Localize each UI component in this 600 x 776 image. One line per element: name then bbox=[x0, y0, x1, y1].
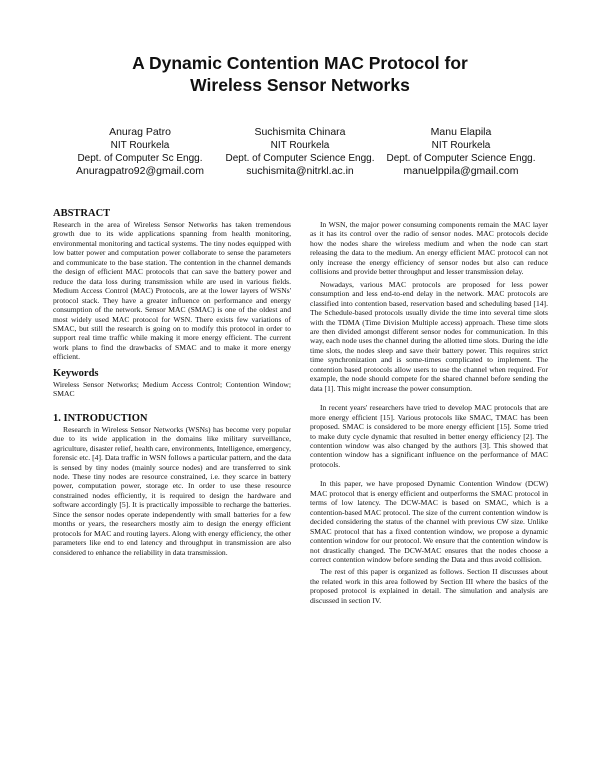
author-dept: Dept. of Computer Science Engg. bbox=[386, 153, 536, 164]
author-affiliation: NIT Rourkela bbox=[431, 140, 491, 151]
introduction-heading: 1. INTRODUCTION bbox=[53, 412, 148, 424]
introduction-text: Research in Wireless Sensor Networks (WSNs) has become very popular due to its wide application in the domains like military surveillance, agriculture, disaster relief, health care, environments, Intelligence, emergency, forensic etc. [4]. Data traffic in WSN follows a particular pattern, and the data is sensed by tiny nodes (mainly source nodes) and are transferred to sink node. These tiny nodes are resource constrained, i.e. they scarce in battery power, computation power, storage etc. In order to use these resource constrained nodes efficiently, it is required to design the hardware and software accordingly [5]. It is practically impossible to recharge the batteries. Since the sensor nodes operate independently with small batteries for a few months or years, the researchers mostly aim to design the energy efficient protocols for MAC and routing layers. Along with energy efficiency, the other parameters like end to end latency and throughput in transmission are also considered to enhance the reliability in data transmission. bbox=[53, 424, 291, 557]
paper-title bbox=[0, 52, 600, 96]
author-email: suchismita@nitrkl.ac.in bbox=[246, 165, 354, 177]
author-email: Anuragpatro92@gmail.com bbox=[76, 165, 204, 177]
author-name: Anurag Patro bbox=[109, 126, 171, 138]
author-block-3 bbox=[366, 126, 556, 178]
paragraph: Nowadays, various MAC protocols are proposed for less power consumption and less end-to-end delay in the network. MAC protocols are classified into contention based, reservation based and scheduling based [14]. The Schedule-based protocols usually divide the time into several time slots with the TDMA (Time Division Multiple access) approach. These time slots are then divided amongst different sensor nodes for communication. In this way, each node uses the channel during the allotted time slots. During the idle time slots, the nodes sleep and save their battery power. This requires strict time synchronization and is some-times complicated to implement. The contention based protocols allow users to use the channel when required. For example, the node should compete for the shared channel before sending the data [1]. This might increase the power consumption. bbox=[310, 279, 548, 393]
title-line-2: Wireless Sensor Networks bbox=[190, 75, 410, 95]
author-email: manuelppila@gmail.com bbox=[403, 165, 519, 177]
left-column bbox=[53, 208, 291, 557]
author-name: Manu Elapila bbox=[430, 126, 492, 138]
title-line-1: A Dynamic Contention MAC Protocol for bbox=[132, 53, 468, 73]
paragraph: In recent years' researchers have tried to develop MAC protocols that are more energy efficient [15]. Various protocols like SMAC, TMAC has been proposed. SMAC is considered to be more energy efficient [15]. Some tried to make duty cycle dynamic that resulted in better energy efficiency [2]. The contention window was also changed by the authors [3]. This showed that contention window has a significant influence on the performance of MAC protocols. bbox=[310, 403, 548, 469]
paragraph: In WSN, the major power consuming components remain the MAC layer as it has its control over the radio of sensor nodes. MAC protocols decide how the nodes share the wireless medium and when the node can start releasing the data to the medium. An energy efficient MAC protocol can not only increase the energy efficiency of sensor nodes but also can reduce collisions and provide better throughput and lesser transmission delay. bbox=[310, 220, 548, 277]
author-affiliation: NIT Rourkela bbox=[270, 140, 330, 151]
author-affiliation: NIT Rourkela bbox=[110, 140, 170, 151]
right-column bbox=[310, 220, 548, 605]
paragraph: In this paper, we have proposed Dynamic Contention Window (DCW) MAC protocol that is energy efficient and outperforms the SMAC protocol in terms of low latency. The DCW-MAC is based on SMAC, which is a contention-based MAC protocol. The size of the current contention window is decided considering the status of the channel with previous CW size. Unlike SMAC protocol that has a fixed contention window, we propose a dynamic contention window for our protocol. We ensure that the contention window is not drastically changed. The DCW-MAC ensures that the nodes choose a correct contention window before sending the Data and thus avoid collision. bbox=[310, 479, 548, 564]
author-dept: Dept. of Computer Science Engg. bbox=[225, 153, 375, 164]
author-name: Suchismita Chinara bbox=[254, 126, 346, 138]
abstract-heading: ABSTRACT bbox=[53, 208, 111, 219]
paragraph: The rest of this paper is organized as follows. Section II discusses about the related work in this area followed by Section III where the basics of the proposed protocol is explained in detail. The simulation and analysis are discussed in section IV. bbox=[310, 567, 548, 605]
author-dept: Dept. of Computer Sc Engg. bbox=[77, 153, 203, 164]
keywords-text: Wireless Sensor Networks; Medium Access Control; Contention Window; SMAC bbox=[53, 379, 291, 399]
keywords-heading: Keywords bbox=[53, 367, 99, 379]
abstract-text: Research in the area of Wireless Sensor Networks has taken tremendous growth due to its wide applications spanning from health monitoring, environmental monitoring and tactical systems. The tiny nodes equipped with low batter power and computation power collaborate to sense the parameters and communicate to the base station. The contention in the channel demands the design of efficient MAC protocols that can save the battery power and reduce the data loss during transmission while are used in various fields. Medium Access Control (MAC) Protocols, are at the lower layers of WSNs' protocol stack. They have a greater influence on performance and energy consumption of the network. Sensor MAC (SMAC) is one of the oldest and most widely used MAC protocol for WSN. There exists few variations of SMAC, but still the research is going on to modify this protocol in order to support real time traffic while making it more energy efficient. The current work plans to find the drawbacks of SMAC and to make it more energy efficient. bbox=[53, 220, 291, 362]
